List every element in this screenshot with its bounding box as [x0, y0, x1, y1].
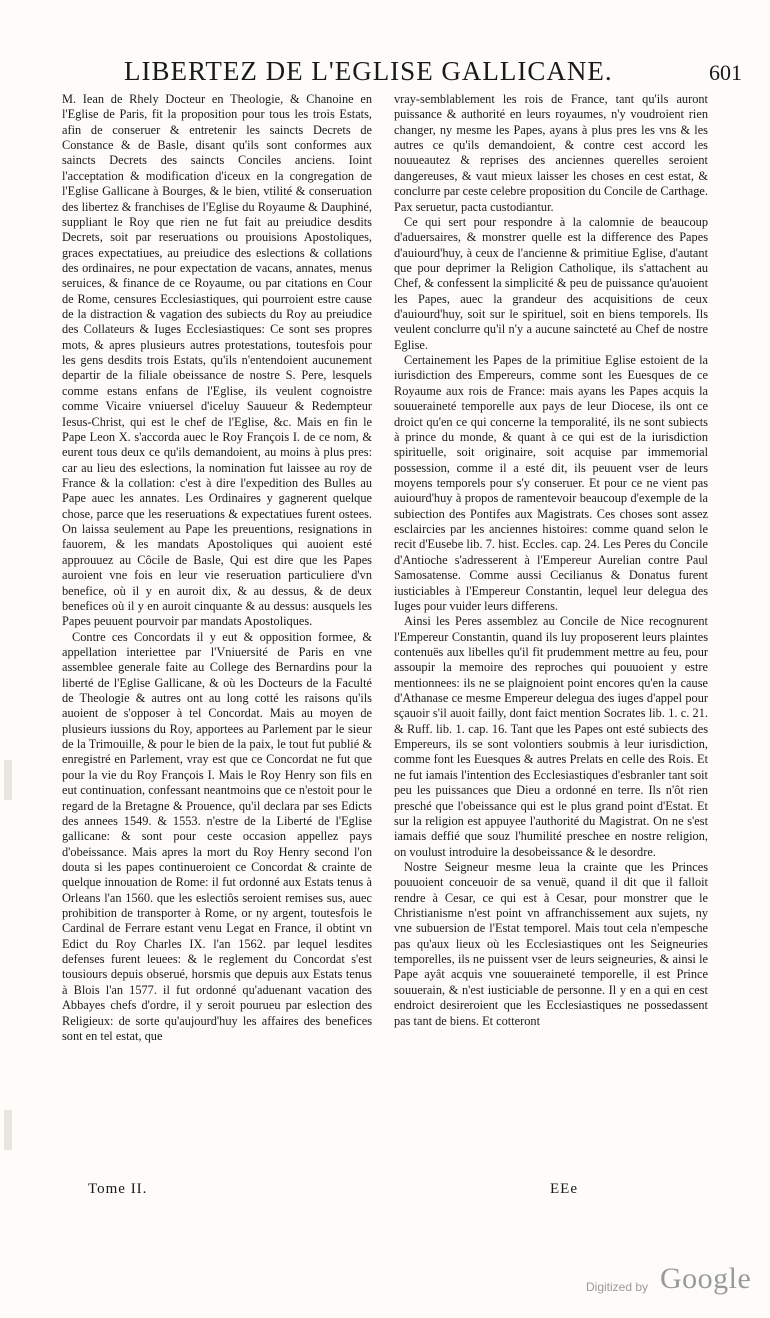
paragraph: Ce qui sert pour respondre à la calomnie de beaucoup d'aduersaires, & monstrer quelle est la difference des Papes d'auiourd'huy, à ceux de l'ancienne & primitiue Eglise, d'autant que pour deprimer la Religion Catholique, ils s'attachent au Chef, & confessent la simplicité & peu de puissance qu'auoient les Papes, auec la grandeur des acquisitions de ceux d'auiourd'huy, soit sur le spirituel, soit en biens temporels. Ils veulent conclurre qu'il n'y a aucune saincteté au Chef de nostre Eglise.: [394, 214, 708, 352]
watermark-prefix: Digitized by: [586, 1280, 649, 1294]
running-head: LIBERTEZ DE L'EGLISE GALLICANE.: [124, 56, 613, 86]
paragraph: Contre ces Concordats il y eut & opposition formee, & appellation interiettee par l'Vniuersité de Paris en vne assemblee generale faite au College des Bernardins pour la liberté de l'Eglise Gallicane, & où les Docteurs de la Faculté de Theologie & autres ont au long cotté les raisons qu'ils auoient de s'opposer à tel Concordat. Mais au moyen de plusieurs iussions du Roy, apportees au Parlement par le sieur de la Trimouille, & pour le bien de la paix, le tout fut publié & enregistré en Parlement, vray est que ce Concordat ne fut que pour la vie du Roy François I. Mais le Roy Henry son fils en eut continuation, confessant neantmoins que ce n'estoit pour le regard de la Bretagne & Prouence, qu'il declara par ses Edicts des annees 1549. & 1553. n'estre de la Liberté de l'Eglise gallicane: & sont pour ceste occasion appellez pays d'obeissance. Mais apres la mort du Roy Henry second l'on douta si les papes continueroient ce Concordat & crainte de quelque innouation de Rome: il fut ordonné aux Estats tenus à Orleans l'an 1560. que les eslectiôs seroient remises sus, auec prohibition de transporter à Rome, or ny argent, toutesfois le Cardinal de Ferrare estant venu Legat en France, il obtint vn Edict du Roy Charles IX. l'an 1562. par lequel lesdites defenses furent leuees: & le reglement du Concordat s'est tousiours depuis obserué, horsmis que depuis aux Estats tenus à Blois l'an 1577. il fut ordonné qu'aduenant vacation des Abbayes chefs d'ordre, il y seroit pourueu par eslection des Religieux: de sorte qu'aujourd'huy les affaires des benefices sont en tel estat, que: [62, 629, 372, 1043]
page-footer: [88, 1181, 578, 1203]
page-header: [114, 56, 744, 96]
signature-mark: EEe: [550, 1181, 578, 1197]
page-number: 601: [709, 60, 742, 85]
right-column: [394, 92, 708, 1192]
page-edge-mark: [4, 760, 12, 800]
paragraph: Nostre Seigneur mesme leua la crainte que les Princes pouuoient conceuoir de sa venuë, quand il dit que il falloit rendre à Cesar, ce qui est à Cesar, pour monstrer que le Christianisme n'est point vn affranchissement aux sujets, ny vne subuersion de l'Estat temporel. Mais tout cela n'empesche pas qu'aux lieux où les Ecclesiastiques ont les Seigneuries temporelles, ils ne puissent vser de leurs seigneuries, & ainsi le Pape ayât acquis vne souueraineté temporelle, il est Prince souuerain, & n'est iusticiable de personne. Il y en a qui en cest endroict desireroient que les Ecclesiastiques ne possedassent pas tant de biens. Et cotteront: [394, 859, 708, 1028]
paragraph: M. Iean de Rhely Docteur en Theologie, & Chanoine en l'Eglise de Paris, fit la proposition pour tous les trois Estats, afin de conseruer & entretenir les saincts Decrets de Constance & de Basle, disant qu'ils sont conformes aux saincts Decrets des saincts Conciles anciens. Ioint l'acceptation & modification d'iceux en la congregation de l'Eglise Gallicane à Bourges, & le bien, vtilité & conseruation des libertez & franchises de l'Eglise du Royaume & Dauphiné, suppliant le Roy que rien ne fut fait au preiudice desdits Decrets, soit par reseruations ou prouisions Apostoliques, graces expectatiues, au preiudice des eslections & collations des ordinaires, ne pour expectation de vacans, annates, menus seruices, & finance de ce Royaume, ou par citations en Cour de Rome, censures Ecclesiastiques, qui pourroient estre cause de la distraction & vagation des subiects du Roy au preiudice des Collateurs & Iuges Ecclesiastiques: Ce sont ses propres mots, & apres plusieurs autres protestations, toutesfois pour les gens desdits trois Estats, qu'ils n'entendoient aucunement departir de la filiale obeissance de nostre S. Pere, lesquels comme estans enfans de l'Eglise, ils veulent cognoistre comme Vicaire vniuersel d'iceluy Sauueur & Redempteur Iesus-Christ, qui est le chef de l'Eglise, &c. Mais en fin le Pape Leon X. s'accorda auec le Roy François I. de ce nom, & eurent tous deux ce qu'ils demandoient, au moins à plus pres: car au lieu des eslections, la nomination fut laissee au roy de France & la collation: c'est à dire l'expedition des Bulles au Pape auec les annates. Les Ordinaires y gagnerent quelque chose, parce que les reseruations & expectatiues furent ostees. On laissa seulement au Pape les preuentions, resignations in fauorem, & les mandats Apostoliques qui auoient esté approuuez au Côcile de Basle, Qui est dire que les Papes auroient vne fois en leur vie reseruation particuliere d'vn benefice, où il y en auroit dix, & au dessus, & de deux benefices où il y en auroit cinquante & au dessus: ausquels les Papes peuuent pourvoir par mandats Apostoliques.: [62, 92, 372, 629]
digitized-watermark: [586, 1262, 756, 1302]
google-logo: Google: [660, 1262, 752, 1295]
paragraph: Ainsi les Peres assemblez au Concile de Nice recognurent l'Empereur Constantin, quand ils luy proposerent leurs plaintes contenuës aux libelles qu'il fit prudemment mettre au feu, pour assoupir la memoire des reproches qui pouuoient y estre mentionnees: ils ne se plaignoient point encores qu'en la cause d'Athanase ce mesme Empereur delegua des iuges d'appel pour sçauoir s'il auoit failly, dont faict mention Socrates lib. 1. c. 21. & Ruff. lib. 1. cap. 16. Tant que les Papes ont esté subiects des Empereurs, ils se sont volontiers soubmis à leur iurisdiction, comme font les Euesques & autres Prelats en celle des Rois. Et ne fut iamais l'intention des Ecclesiastiques d'esbranler tant soit peu les puissances que Dieu a ordonné en terre. Ils n'ôt rien presché que l'obeissance qui est le plus grand point d'Estat. Et sur la religion est appuyee l'authorité du Magistrat. On ne s'est iamais deffié que souz l'humilité preschee en nostre religion, on voulust introduire la desobeissance & le desordre.: [394, 614, 708, 859]
left-column: [62, 92, 372, 1192]
volume-label: Tome II.: [88, 1181, 148, 1197]
page-edge-mark: [4, 1110, 12, 1150]
paragraph: vray-semblablement les rois de France, tant qu'ils auront puissance & authorité en leurs royaumes, n'y voudroient rien changer, ny mesme les Papes, ayans à plus pres les vns & les autres ce qu'ils demandoient, & contre cest accord les nouueautez & reprises des anciennes querelles seroient dangereuses, & vaut mieux laisser les choses en cest estat, & conclurre par ceste celebre proposition du Concile de Carthage. Pax seruetur, pacta custodiantur.: [394, 92, 708, 214]
paragraph: Certainement les Papes de la primitiue Eglise estoient de la iurisdiction des Empereurs, comme sont les Euesques de ce Royaume aux rois de France: mais ayans les Papes acquis la souueraineté temporelle aux pays de leur Diocese, ils ont ce droict qu'en ce qui concerne la temporalité, ils ne sont subiects à prince du monde, & quant à ce qui est de la iurisdiction spirituelle, soit originaire, soit acquise par immemorial possession, comme il a esté dit, ils peuuent vser de leurs moyens temporels pour s'y conseruer. Et pour ce ne vient pas auiourd'huy à propos de ramentevoir beaucoup d'exemple de la subiection des Pontifes aux Magistrats. Ces choses sont assez esclaircies par les anciennes histoires: comme quand selon le recit d'Eusebe lib. 7. hist. Eccles. cap. 24. Les Peres du Concile d'Antioche s'adresserent à l'Empereur Aurelian contre Paul Samosatense. Comme aussi Cecilianus & Donatus furent iusticiables à l'Empereur Constantin, lequel leur delegua des Iuges pour vuider leurs differens.: [394, 353, 708, 613]
